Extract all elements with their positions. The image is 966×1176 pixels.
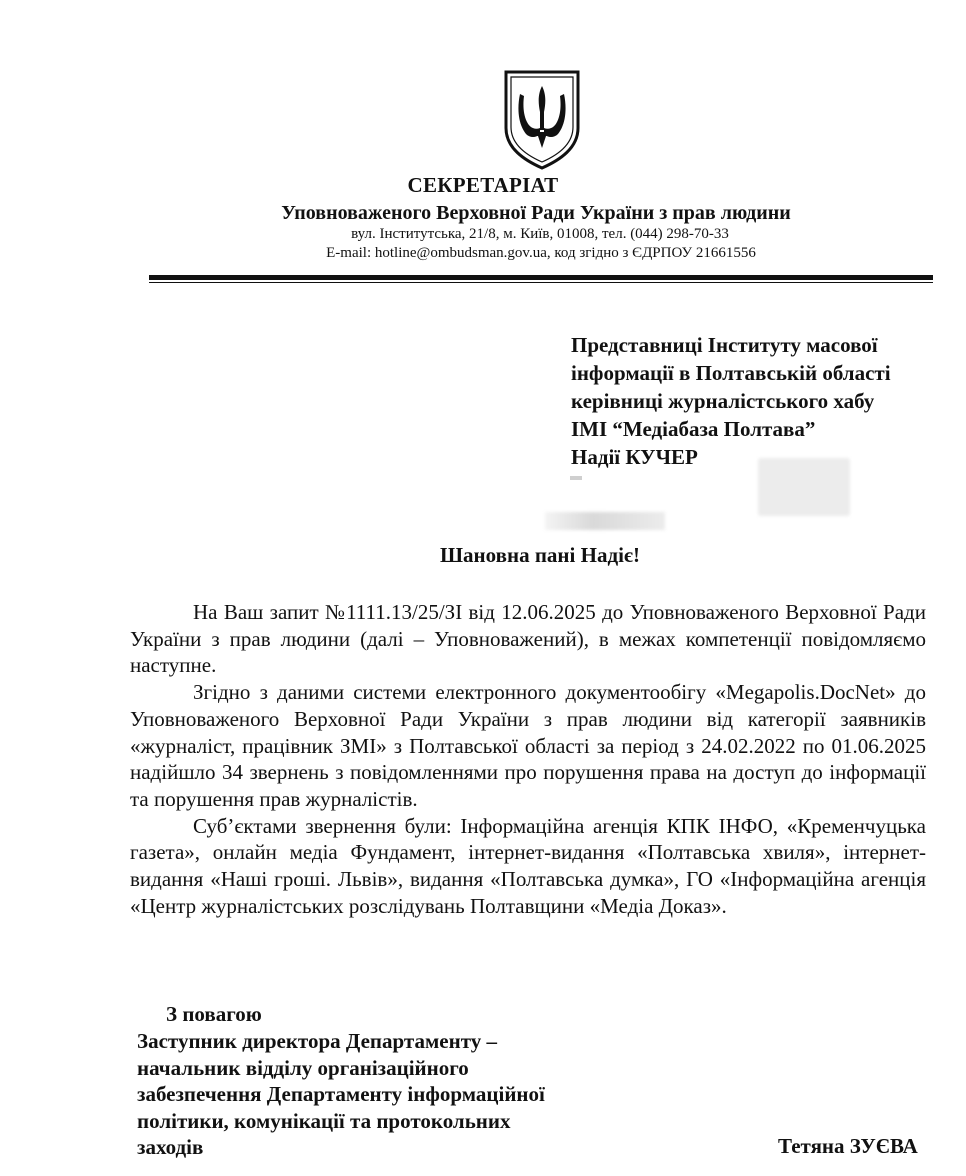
recipient-line: Представниці Інституту масової (571, 333, 878, 357)
redaction-patch (758, 458, 850, 516)
redaction-patch (545, 512, 665, 530)
position-line: начальник відділу організаційного (137, 1055, 469, 1080)
position-line: заходів (137, 1135, 204, 1159)
letter-greeting: Шановна пані Надіє! (440, 543, 640, 567)
letterhead-divider-thick (149, 275, 933, 280)
recipient-name: Надії КУЧЕР (571, 445, 698, 469)
contact-line: E-mail: hotline@ombudsman.gov.ua, код згідно з ЄДРПОУ 21661556 (326, 245, 756, 261)
letterhead-divider-thin (149, 282, 933, 283)
recipient-block (571, 331, 891, 471)
signer-name: Тетяна ЗУЄВА (778, 1134, 918, 1158)
address-line: вул. Інститутська, 21/8, м. Київ, 01008, тел. (044) 298-70-33 (351, 226, 729, 242)
position-line: забезпечення Департаменту інформаційної (137, 1082, 545, 1106)
org-subtitle: Уповноваженого Верховної Ради України з прав людини (281, 202, 791, 224)
closing-regards: З повагою (166, 1002, 262, 1026)
position-line: політики, комунікації та протокольних (137, 1108, 511, 1133)
body-paragraph: На Ваш запит №1111.13/25/ЗІ від 12.06.2025 до Уповноваженого Верховної Ради України з прав людини (далі – Уповноважений), в межах компетенції повідомляємо наступне. (130, 600, 926, 678)
recipient-line: керівниці журналістського хабу (571, 389, 875, 413)
position-line: Заступник директора Департаменту – (137, 1029, 497, 1053)
org-title: СЕКРЕТАРІАТ (407, 173, 559, 197)
body-paragraph: Згідно з даними системи електронного документообігу «Megapolis.DocNet» до Уповноваженого Верховної Ради України з прав людини від категорії заявників «журналіст, працівник ЗМІ» з Полтавської області за період з 24.02.2022 по 01.06.2025 надійшло 34 звернень з повідомленнями про порушення права на доступ до інформації та порушення прав журналістів. (130, 680, 926, 811)
redaction-patch (570, 476, 582, 480)
body-paragraph: Суб’єктами звернення були: Інформаційна агенція КПК ІНФО, «Кременчуцька газета», онлайн медіа Фундамент, інтернет-видання «Полтавська хвиля», інтернет-видання «Наші гроші. Львів», видання «Полтавська думка», ГО «Інформаційна агенція «Центр журналістських розслідувань Полтавщини «Медіа Доказ». (130, 813, 926, 918)
letter-body (130, 599, 926, 919)
recipient-line: ІМІ “Медіабаза Полтава” (571, 417, 816, 441)
signer-position (137, 1028, 545, 1161)
recipient-line: інформації в Полтавській області (571, 361, 891, 385)
coat-of-arms-trident-icon (502, 68, 582, 172)
